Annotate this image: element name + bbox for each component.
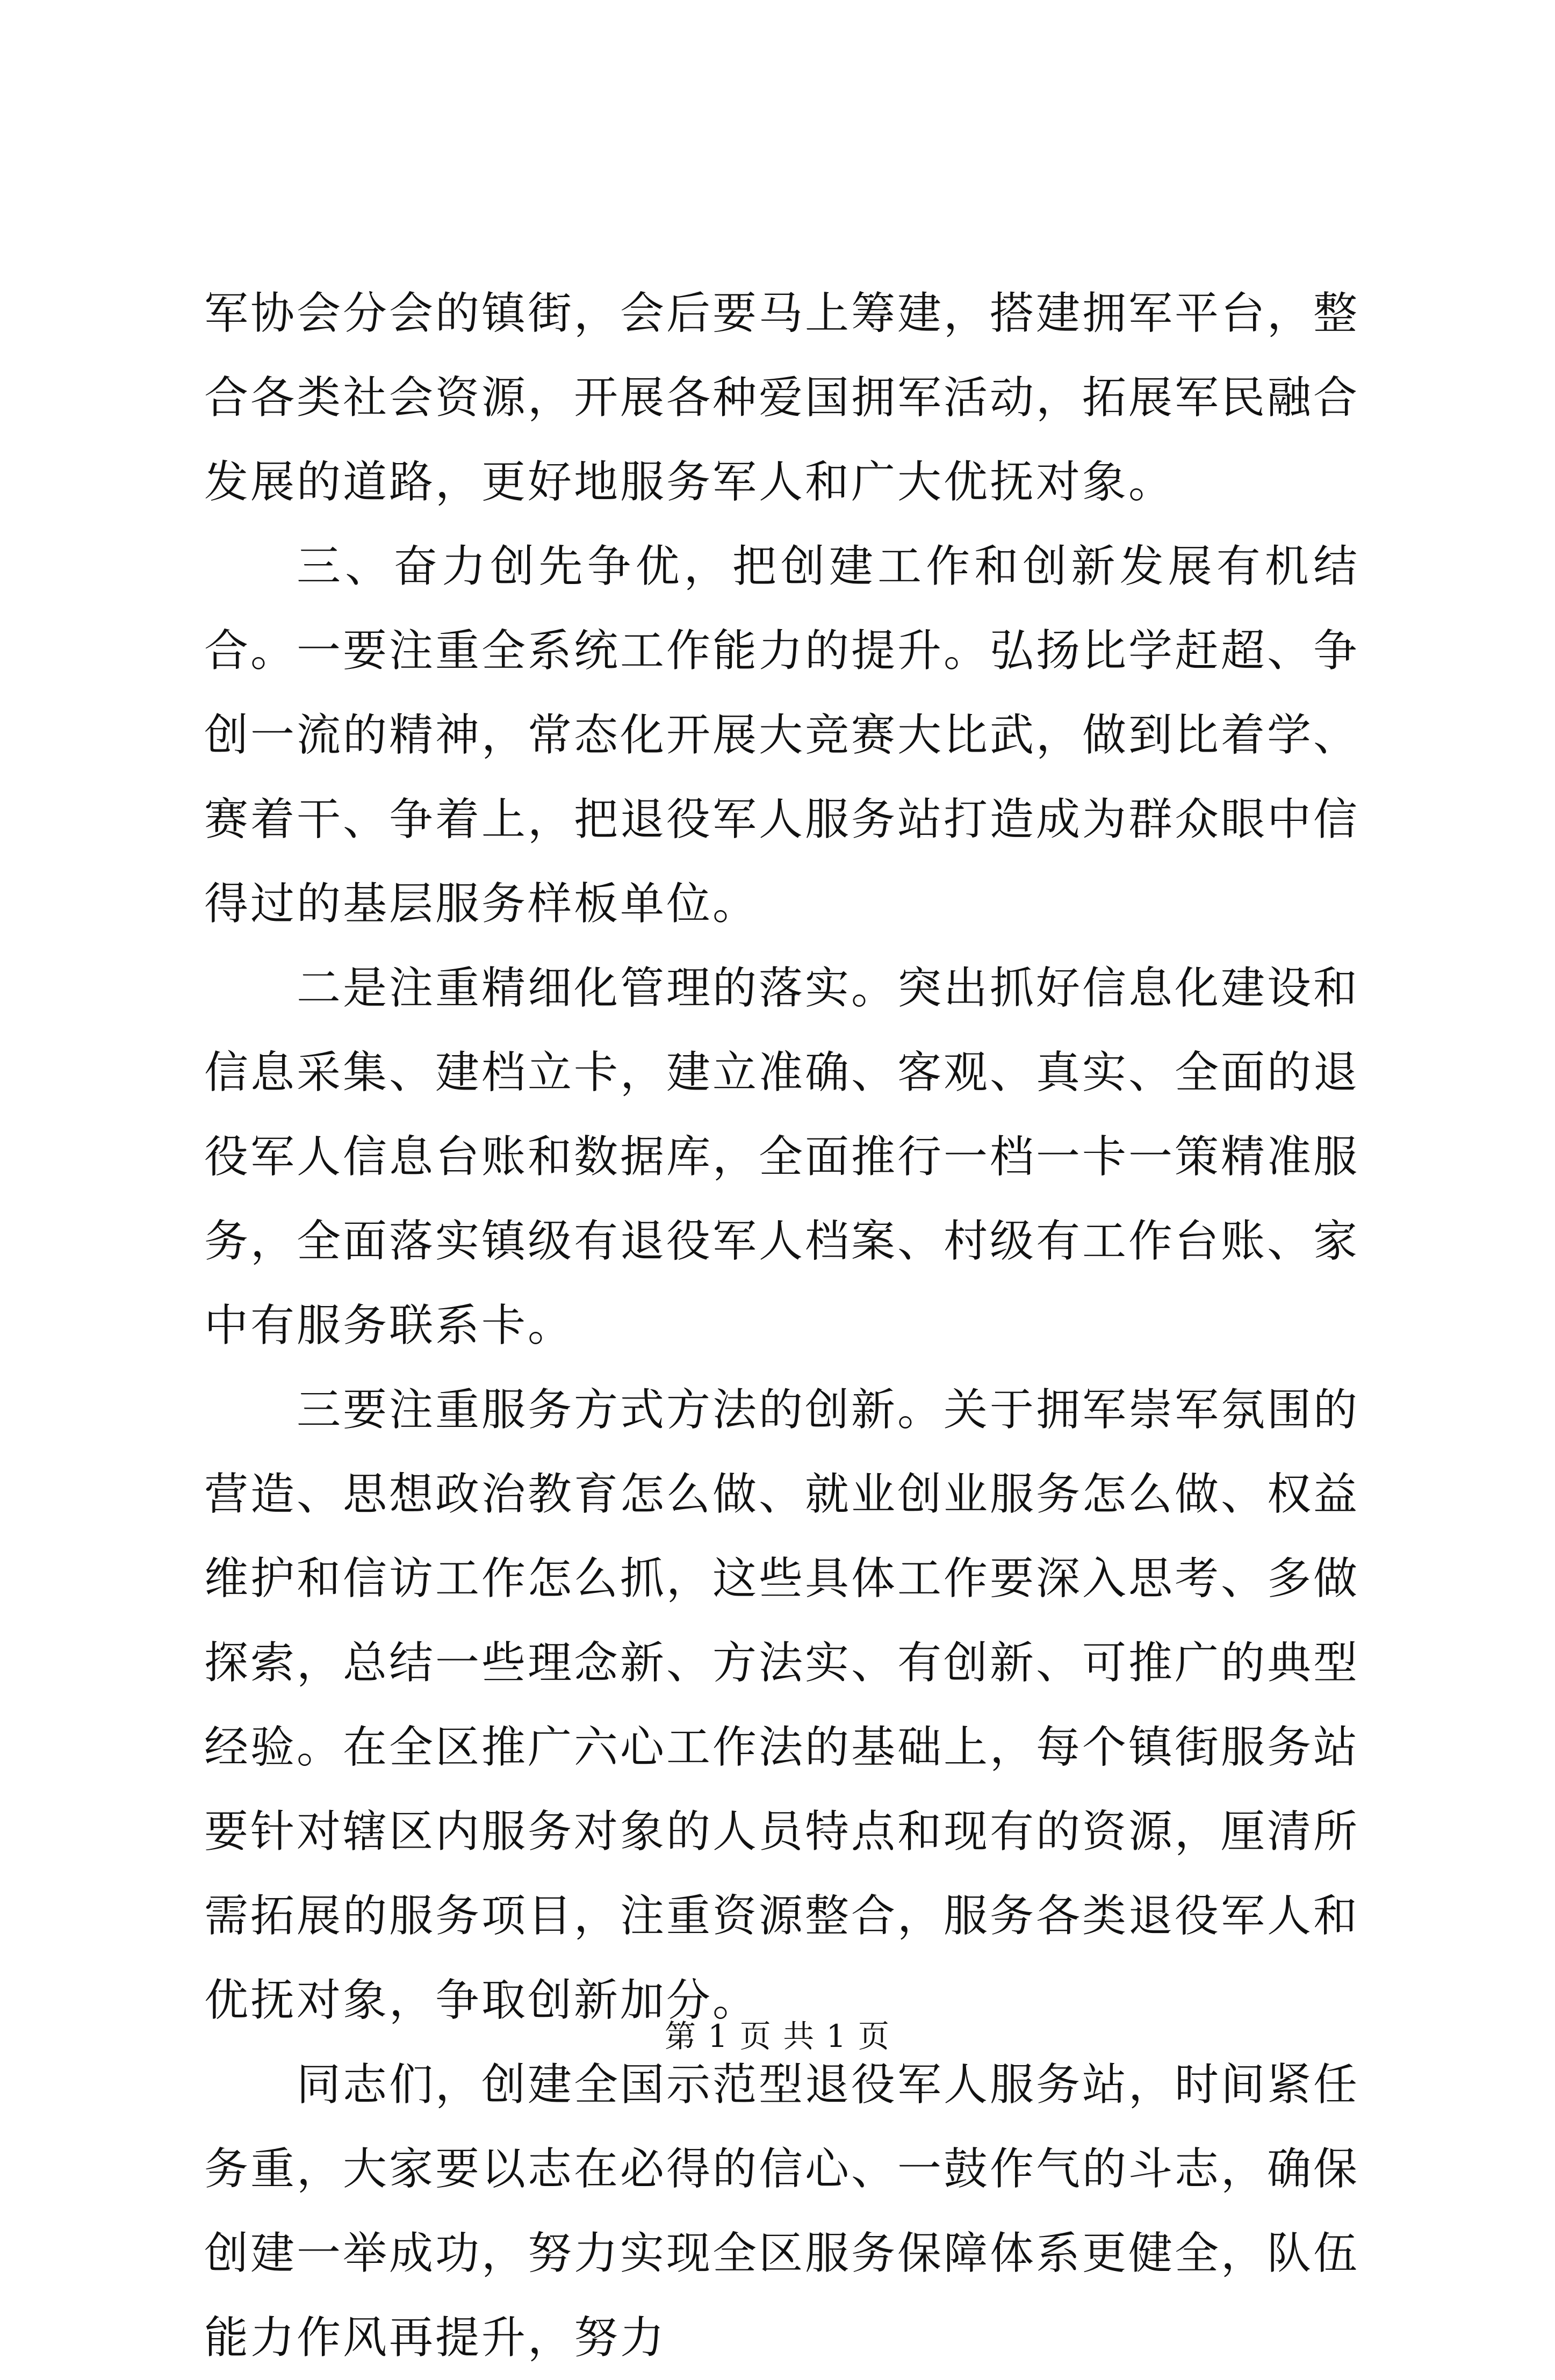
paragraph-closing: 同志们，创建全国示范型退役军人服务站，时间紧任务重，大家要以志在必得的信心、一鼓作气的斗志，确保创建一举成功，努力实现全区服务保障体系更健全，队伍能力作风再提升，努力 bbox=[204, 2059, 1360, 2363]
page-number-footer: 第 1 页 共 1 页 bbox=[665, 2018, 890, 2054]
paragraph-point-two: 二是注重精细化管理的落实。突出抓好信息化建设和信息采集、建档立卡，建立准确、客观、真实、全面的退役军人信息台账和数据库，全面推行一档一卡一策精准服务，全面落实镇级有退役军人档案、村级有工作台账、家中有服务联系卡。 bbox=[204, 963, 1360, 1351]
document-body bbox=[204, 271, 1359, 2380]
paragraph-section-three: 三、奋力创先争优，把创建工作和创新发展有机结合。一要注重全系统工作能力的提升。弘扬比学赶超、争创一流的精神，常态化开展大竞赛大比武，做到比着学、赛着干、争着上，把退役军人服务站打造成为群众眼中信得过的基层服务样板单位。 bbox=[204, 541, 1360, 929]
paragraph-point-three: 三要注重服务方式方法的创新。关于拥军崇军氛围的营造、思想政治教育怎么做、就业创业服务怎么做、权益维护和信访工作怎么抓，这些具体工作要深入思考、多做探索，总结一些理念新、方法实、有创新、可推广的典型经验。在全区推广六心工作法的基础上，每个镇街服务站要针对辖区内服务对象的人员特点和现有的资源，厘清所需拓展的服务项目，注重资源整合，服务各类退役军人和优抚对象，争取创新加分。 bbox=[204, 1384, 1360, 2026]
paragraph-continuation: 军协会分会的镇街，会后要马上筹建，搭建拥军平台，整合各类社会资源，开展各种爱国拥军活动，拓展军民融合发展的道路，更好地服务军人和广大优抚对象。 bbox=[204, 288, 1360, 508]
